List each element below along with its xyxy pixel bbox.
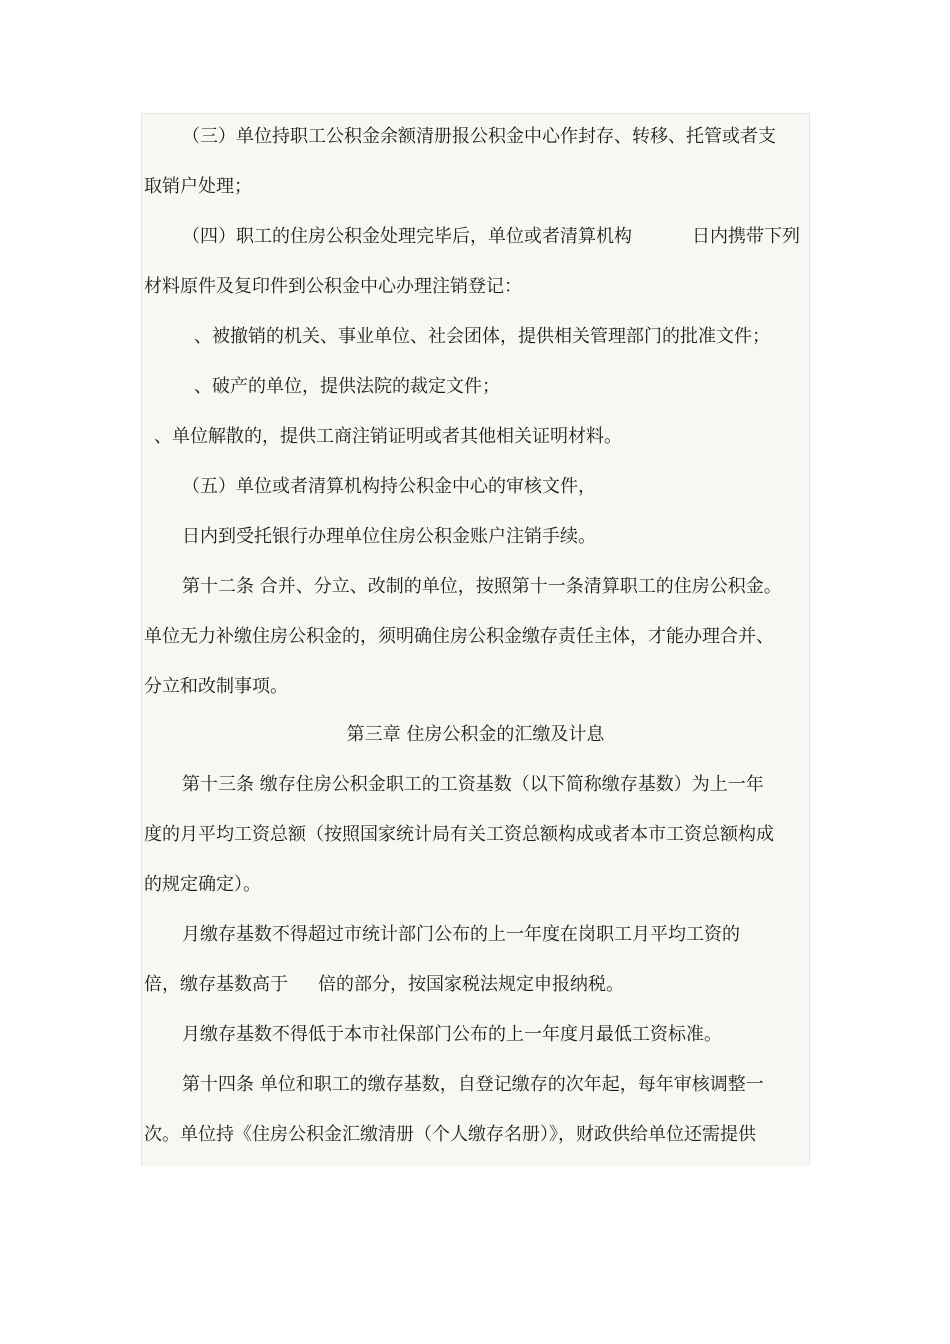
list-item: 、被撤销的机关、事业单位、社会团体，提供相关管理部门的批准文件； [194,326,770,347]
paragraph-line: 日内携带下列 [692,226,800,247]
paragraph-line: 度的月平均工资总额（按照国家统计局有关工资总额构成或者本市工资总额构成 [144,824,774,845]
paragraph-line: 单位无力补缴住房公积金的，须明确住房公积金缴存责任主体，才能办理合并、 [144,626,774,647]
chapter-heading: 第三章 住房公积金的汇缴及计息 [346,724,605,745]
paragraph-line: （三）单位持职工公积金余额清册报公积金中心作封存、转移、托管或者支 [182,126,776,147]
paragraph-line: 倍，缴存基数高于 [144,974,288,995]
paragraph-line: 的规定确定）。 [144,874,261,895]
paragraph-line: 月缴存基数不得低于本市社保部门公布的上一年度月最低工资标准。 [182,1024,722,1045]
article-14: 第十四条 单位和职工的缴存基数，自登记缴存的次年起，每年审核调整一 [182,1074,764,1095]
article-12: 第十二条 合并、分立、改制的单位，按照第十一条清算职工的住房公积金。 [182,576,782,597]
paragraph-line: 日内到受托银行办理单位住房公积金账户注销手续。 [182,526,596,547]
paragraph-line: 月缴存基数不得超过市统计部门公布的上一年度在岗职工月平均工资的 [182,924,740,945]
paragraph-line: 分立和改制事项。 [144,676,288,697]
document-page [141,113,810,1166]
paragraph-line: 取销户处理； [144,176,252,197]
list-item: 、单位解散的，提供工商注销证明或者其他相关证明材料。 [154,426,622,447]
article-13: 第十三条 缴存住房公积金职工的工资基数（以下简称缴存基数）为上一年 [182,774,764,795]
paragraph-line: 倍的部分，按国家税法规定申报纳税。 [318,974,624,995]
paragraph-line: 材料原件及复印件到公积金中心办理注销登记： [144,276,522,297]
paragraph-line: 次。单位持《住房公积金汇缴清册（个人缴存名册）》，财政供给单位还需提供 [144,1124,756,1145]
paragraph-line: （五）单位或者清算机构持公积金中心的审核文件， [182,476,596,497]
paragraph-line: （四）职工的住房公积金处理完毕后，单位或者清算机构 [182,226,632,247]
list-item: 、破产的单位，提供法院的裁定文件； [194,376,500,397]
